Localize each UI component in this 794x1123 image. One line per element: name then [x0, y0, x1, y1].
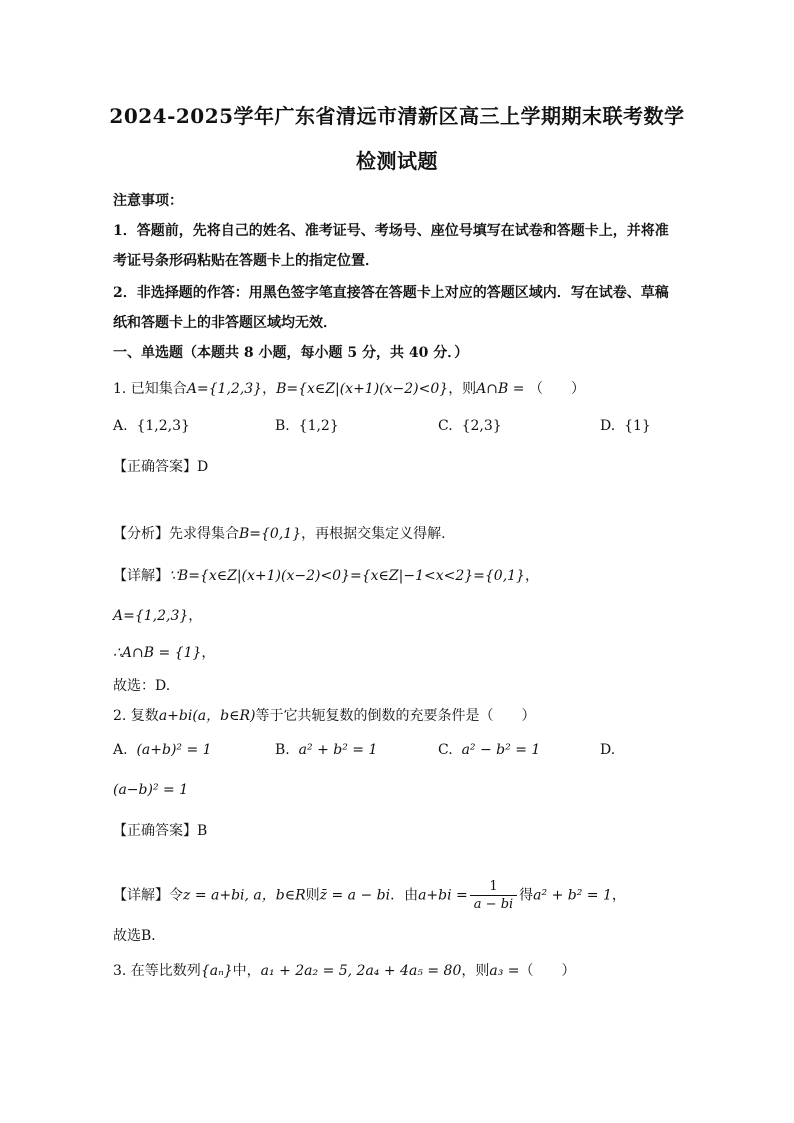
q1-conclusion: 故选：D. [113, 678, 171, 694]
q1-option-b [275, 418, 339, 434]
q1-ask-expr: A∩B [476, 381, 509, 397]
notice-item-2-line-2: 纸和答题卡上的非答题区域均无效． [113, 315, 337, 331]
detail-expr-a: A={1,2,3} [113, 608, 189, 624]
q1-answer: 【正确答案】D [113, 459, 209, 475]
analysis-text-end: ，再根据交集定义得解. [301, 526, 446, 542]
question-1-stem [113, 378, 688, 398]
option-label: B. [275, 418, 290, 434]
option-value: {1} [624, 418, 651, 434]
detail-text: 则 [305, 887, 320, 904]
analysis-text: 先求得集合 [169, 526, 239, 542]
detail-text: 得 [519, 887, 534, 904]
option-label: A. [113, 418, 128, 434]
option-value: a² + b² = 1 [298, 742, 378, 758]
option-label: C. [438, 418, 453, 434]
detail-punct: ， [201, 645, 216, 661]
q2-expr: a+bi(a，b∈R) [158, 708, 256, 724]
option-label: D. [600, 418, 616, 434]
detail-label: 【详解】 [113, 887, 169, 904]
option-value: (a+b)² = 1 [136, 742, 212, 758]
q3-sequence: {aₙ} [200, 963, 233, 979]
q3-condition: a₁ + 2a₂ = 5, 2a₄ + 4a₅ = 80 [260, 963, 462, 979]
detail-punct: ， [524, 568, 539, 584]
q3-prefix: 3. 在等比数列 [113, 963, 201, 979]
q1-prefix: 1. 已知集合 [113, 381, 187, 397]
q1-detail-line-b [113, 642, 688, 662]
option-value: a² − b² = 1 [461, 742, 541, 758]
q2-option-a [113, 742, 212, 758]
q1-analysis [113, 523, 688, 543]
q1-set-b: B={x∈Z|(x+1)(x−2)<0} [276, 381, 449, 397]
analysis-expr: B={0,1} [239, 526, 302, 542]
q1-detail-line-a [113, 605, 688, 625]
fraction-numerator: 1 [470, 878, 517, 896]
notice-item-2-line-1: 2．非选择题的作答：用黑色签字笔直接答在答题卡上对应的答题区域内．写在试卷、草稿 [113, 285, 669, 301]
option-value: {1,2} [298, 418, 339, 434]
q3-ask-pre: ，则 [461, 963, 490, 979]
detail-expr-b: ∴A∩B = {1} [113, 645, 202, 661]
q2-prefix: 2. 复数 [113, 708, 159, 724]
q1-detail [113, 565, 688, 585]
detail-expr: a+bi = [418, 887, 468, 904]
question-2-stem [113, 705, 688, 725]
detail-text: 令 [169, 887, 183, 904]
q2-option-d-value [113, 782, 188, 798]
option-value: {1,2,3} [136, 418, 190, 434]
section-heading: 一、单选题（本题共 8 小题，每小题 5 分，共 40 分．） [113, 345, 469, 361]
detail-expr: a² + b² = 1 [533, 887, 612, 904]
q3-ask-post: （ ） [519, 963, 576, 979]
fraction-denominator: a − bi [473, 897, 514, 912]
detail-expr: z = a+bi, a，b∈R [183, 887, 306, 904]
detail-punct: ， [611, 887, 626, 904]
q2-detail [113, 878, 688, 913]
q2-answer: 【正确答案】B [113, 823, 208, 839]
document-title: 2024-2025学年广东省清远市清新区高三上学期期末联考数学 [109, 104, 685, 128]
detail-expr: ∵B={x∈Z|(x+1)(x−2)<0}={x∈Z|−1<x<2}={0,1} [169, 568, 525, 584]
analysis-label: 【分析】 [113, 526, 169, 542]
option-label: C. [438, 742, 453, 758]
q1-ask-pre: ，则 [448, 381, 477, 397]
q2-option-c [438, 742, 540, 758]
q1-sep: ， [262, 381, 277, 397]
option-label: A. [113, 742, 128, 758]
notice-heading: 注意事项： [113, 193, 183, 209]
q1-option-a [113, 418, 190, 434]
notice-item-1-line-2: 考证号条形码粘贴在答题卡上的指定位置． [113, 253, 379, 269]
option-label: B. [275, 742, 290, 758]
q2-conclusion: 故选B． [113, 928, 166, 944]
q3-ask-expr: a₃ = [489, 963, 520, 979]
q2-option-d-label: D. [600, 742, 616, 758]
q1-option-d [600, 418, 651, 434]
option-value: (a−b)² = 1 [113, 782, 189, 798]
detail-label: 【详解】 [113, 568, 169, 584]
q2-suffix: 等于它共轭复数的倒数的充要条件是（ ） [255, 708, 536, 724]
q3-mid: 中， [232, 963, 261, 979]
document-title-line2: 检测试题 [356, 149, 438, 173]
detail-text: ．由 [390, 887, 419, 904]
q1-option-c [438, 418, 502, 434]
q1-set-a: A={1,2,3} [186, 381, 263, 397]
q2-option-b [275, 742, 377, 758]
question-3-stem [113, 960, 688, 980]
detail-expr: z̄ = a − bi [319, 887, 391, 904]
option-value: {2,3} [461, 418, 502, 434]
fraction [470, 878, 517, 913]
q1-ask-post: = （ ） [508, 381, 585, 397]
detail-punct: ， [188, 608, 203, 624]
notice-item-1-line-1: 1．答题前，先将自己的姓名、准考证号、考场号、座位号填写在试卷和答题卡上，并将准 [113, 223, 669, 239]
